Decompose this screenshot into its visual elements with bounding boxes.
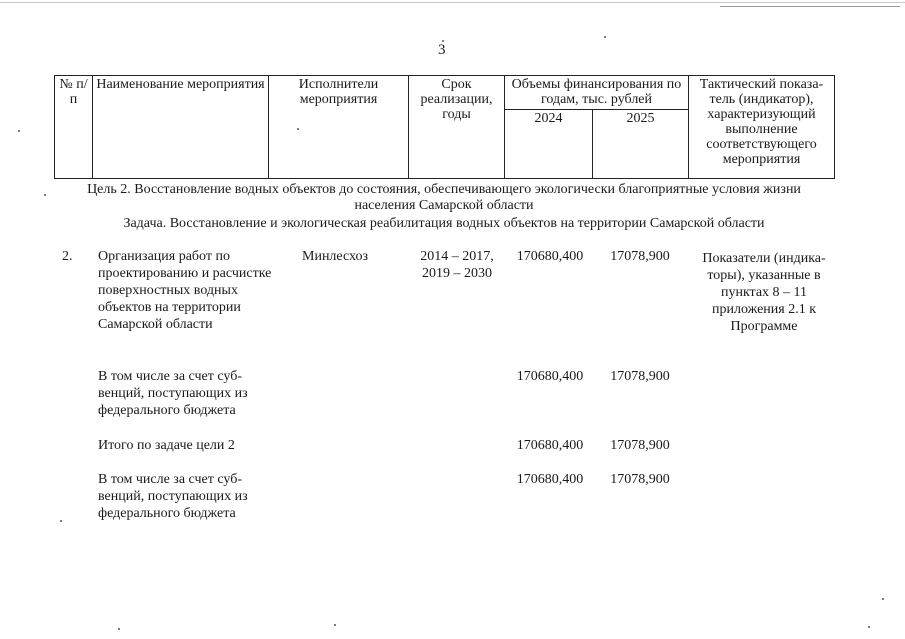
header-col-executor: Исполнители мероприятия [269, 76, 409, 179]
row-main-2024: 170680,400 [516, 249, 584, 264]
scan-speck [882, 598, 884, 600]
row-main-indicator: Показатели (индика-торы), указанные в пунктах 8 – 11 приложения 2.1 к Программе [702, 251, 826, 334]
scan-speck [604, 36, 606, 38]
scan-speck [44, 194, 46, 196]
header-col-term: Срок реализации, годы [409, 76, 505, 179]
scan-speck [297, 128, 299, 130]
header-col-name: Наименование мероприятия [93, 76, 269, 179]
scan-edge-right [720, 6, 900, 7]
scan-speck [18, 130, 20, 132]
header-col-2025: 2025 [593, 110, 689, 179]
scan-speck [334, 624, 336, 626]
page-number: 3 [438, 42, 446, 58]
row-federal-1-2024: 170680,400 [516, 369, 584, 384]
table-header [54, 75, 835, 179]
row-federal-1-name: В том числе за счет суб-венций, поступающих из федерального бюджета [98, 369, 248, 418]
row-main-number: 2. [62, 249, 73, 264]
header-col-2024: 2024 [505, 110, 593, 179]
header-col-indicator: Тактический показа-тель (индикатор), характеризующий выполнение соответствующего мероприятия [689, 76, 835, 179]
row-federal-2-2025: 17078,900 [610, 472, 670, 487]
header-col-finance: Объемы финансирования по годам, тыс. рублей [505, 76, 689, 110]
row-federal-2-2024: 170680,400 [516, 472, 584, 487]
goal-line-2: населения Самарской области [354, 198, 534, 213]
row-main-2025: 17078,900 [610, 249, 670, 264]
scan-speck [118, 628, 120, 630]
row-main-executor: Минлесхоз [302, 249, 369, 264]
row-total-2025: 17078,900 [610, 438, 670, 453]
scan-speck [868, 626, 870, 628]
row-federal-1-2025: 17078,900 [610, 369, 670, 384]
scan-speck [442, 40, 444, 42]
goal-line-1: Цель 2. Восстановление водных объектов до состояния, обеспечивающего экологически благоприятные условия жизни [87, 182, 801, 197]
task-heading: Задача. Восстановление и экологическая реабилитация водных объектов на территории Самарской области [123, 216, 765, 231]
row-federal-2-name: В том числе за счет суб-венций, поступающих из федерального бюджета [98, 472, 248, 521]
row-total-name: Итого по задаче цели 2 [98, 438, 235, 453]
row-total-2024: 170680,400 [516, 438, 584, 453]
scan-speck [60, 520, 62, 522]
header-col-num: № п/п [55, 76, 93, 179]
row-main-term: 2014 – 2017, 2019 – 2030 [420, 249, 494, 281]
scan-edge-top [0, 2, 905, 3]
row-main-name: Организация работ по проектированию и расчистке поверхностных водных объектов на территории Самарской области [98, 249, 272, 332]
